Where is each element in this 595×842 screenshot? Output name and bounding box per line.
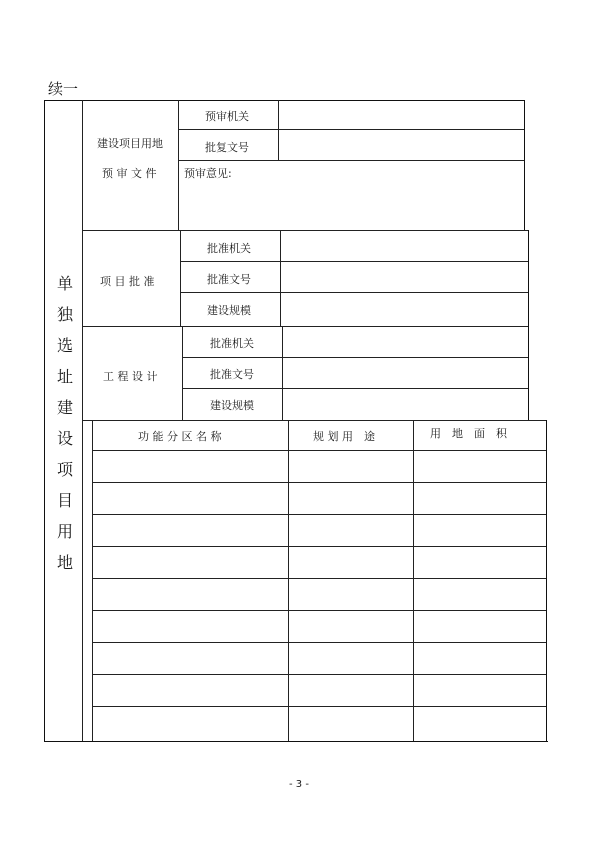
field-label-approval-authority: 批准机关 [207, 242, 251, 255]
field-label-construction-scale: 建设规模 [207, 304, 251, 317]
table-row[interactable] [93, 547, 545, 577]
side-title-char: 选 [56, 336, 73, 355]
table-row[interactable] [93, 707, 545, 740]
design-construction-scale-field[interactable] [283, 389, 527, 419]
field-label-approval-number: 批复文号 [205, 141, 249, 154]
section2-label: 项 目 批 准 [100, 275, 155, 288]
section3-label: 工 程 设 计 [103, 370, 158, 383]
side-title-char: 设 [56, 429, 73, 448]
side-title-char: 用 [56, 522, 73, 541]
table-row[interactable] [93, 483, 545, 513]
section-divider [82, 420, 546, 421]
table-left-border [44, 100, 45, 741]
table-row[interactable] [93, 643, 545, 673]
side-title-char: 项 [56, 460, 73, 479]
section1-label-divider [178, 100, 179, 230]
table-row[interactable] [93, 451, 545, 481]
column-header-land-area: 用 地 面 积 [430, 427, 507, 440]
project-approval-authority-field[interactable] [281, 231, 527, 260]
section3-label-divider [182, 326, 183, 420]
design-approval-number-field[interactable] [283, 358, 527, 387]
side-title [55, 268, 75, 578]
section2-label-divider [180, 230, 181, 326]
field-label-review-authority: 预审机关 [205, 110, 249, 123]
side-title-char: 目 [56, 491, 73, 510]
review-authority-field[interactable] [279, 101, 523, 128]
side-title-char: 址 [56, 367, 73, 386]
page-number: - 3 - [289, 779, 309, 790]
field-label-design-approval-authority: 批准机关 [210, 337, 254, 350]
continued-label: 续一 [48, 80, 79, 98]
table-row[interactable] [93, 611, 545, 641]
table-row[interactable] [93, 515, 545, 545]
field-label-design-approval-number: 批准文号 [210, 368, 254, 381]
side-title-char: 单 [56, 274, 73, 293]
approval-number-field[interactable] [279, 130, 523, 159]
review-opinion-field[interactable] [180, 181, 523, 229]
side-title-char: 独 [56, 305, 73, 324]
table-row[interactable] [93, 579, 545, 609]
field-label-approval-document-number: 批准文号 [207, 273, 251, 286]
table-bottom-border [44, 741, 548, 742]
field-label-design-construction-scale: 建设规模 [210, 399, 254, 412]
side-title-char: 地 [56, 553, 73, 572]
table-row[interactable] [93, 675, 545, 705]
table-right-border-lower [528, 230, 529, 420]
column-header-planned-use: 规 划 用 途 [313, 430, 375, 443]
design-approval-authority-field[interactable] [283, 327, 527, 356]
table-right-border-bottom [546, 420, 547, 741]
section1-label-line1: 建设项目用地 [97, 137, 163, 150]
side-title-char: 建 [56, 398, 73, 417]
project-approval-number-field[interactable] [281, 262, 527, 291]
project-construction-scale-field[interactable] [281, 293, 527, 325]
section1-row-divider [178, 160, 524, 161]
opinion-label: 预审意见: [184, 167, 232, 180]
section1-label-line2: 预 审 文 件 [102, 167, 157, 180]
table-right-border-upper [524, 100, 525, 230]
column-header-zone-name: 功 能 分 区 名 称 [138, 430, 222, 443]
